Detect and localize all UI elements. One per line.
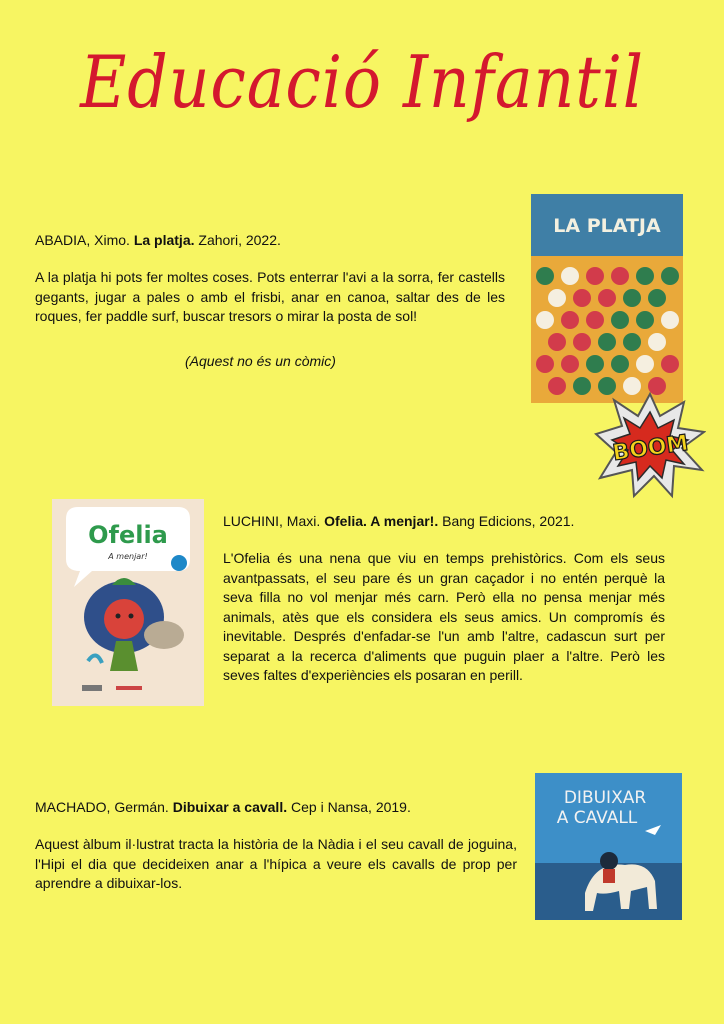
umbrella-decoration: [648, 289, 666, 307]
umbrella-decoration: [561, 355, 579, 373]
book-publisher: Cep i Nansa, 2019.: [291, 799, 411, 815]
cover-ofelia: [52, 499, 204, 706]
umbrella-decoration: [611, 355, 629, 373]
cover-dibuixar-art: [535, 773, 682, 920]
umbrella-decoration: [561, 311, 579, 329]
book-description: L'Ofelia és una nena que viu en temps prehistòrics. Com els seus avantpassats, el seu pare és un gran caçador i no entén perquè la seva filla no vol menjar més carn. Però ella no pensa menjar més animals, atès que els considera els seus amics. Un compromís és inevitable. Després d'enfadar-se l'un amb l'altre, cadascun surt per separat a la recerca d'aliments que puguin plaer a l'altre. Però les seves faltes d'experiències els posaran en perill.: [223, 550, 665, 683]
book-description: Aquest àlbum il·lustrat tracta la història de la Nàdia i el seu cavall de joguina, l'Hipi el dia que decideixen anar a l'hípica a veure els cavalls de prop per aprendre a dibuixar-los.: [35, 836, 517, 891]
book-entry-dibuixar-a-cavall: [35, 799, 517, 894]
boom-explosion-icon: [594, 392, 706, 500]
umbrella-decoration: [586, 355, 604, 373]
umbrella-decoration: [648, 333, 666, 351]
umbrella-decoration: [548, 377, 566, 395]
umbrella-decoration: [661, 267, 679, 285]
cover-title-line2: A CAVALL: [556, 808, 638, 828]
book-title: Dibuixar a cavall.: [172, 799, 288, 815]
umbrella-decoration: [586, 267, 604, 285]
umbrella-decoration: [573, 289, 591, 307]
book-publisher: Bang Edicions, 2021.: [442, 513, 575, 529]
umbrella-decoration: [536, 355, 554, 373]
book-author: MACHADO, Germán.: [35, 799, 169, 815]
umbrella-decoration: [623, 333, 641, 351]
umbrella-decoration: [573, 377, 591, 395]
cover-title-line1: DIBUIXAR: [563, 788, 647, 808]
book-publisher: Zahori, 2022.: [198, 232, 281, 248]
umbrella-decoration: [598, 333, 616, 351]
cover-ofelia-art: [52, 499, 204, 706]
cover-subtitle: A menjar!: [108, 552, 148, 561]
umbrella-decoration: [661, 355, 679, 373]
umbrella-decoration: [611, 311, 629, 329]
umbrella-decoration: [548, 333, 566, 351]
book-reference: [35, 232, 505, 248]
umbrella-decoration: [636, 355, 654, 373]
umbrella-decoration: [611, 267, 629, 285]
book-reference: [35, 799, 517, 815]
cover-title: Ofelia: [88, 521, 168, 549]
book-title: Ofelia. A menjar!.: [324, 513, 439, 529]
book-author: LUCHINI, Maxi.: [223, 513, 321, 529]
umbrella-decoration: [661, 311, 679, 329]
book-entry-ofelia: [223, 513, 665, 686]
umbrella-decoration: [623, 289, 641, 307]
cover-la-platja: [531, 194, 683, 403]
book-author: ABADIA, Ximo.: [35, 232, 130, 248]
book-note: (Aquest no és un còmic): [185, 352, 336, 369]
umbrella-decoration: [561, 267, 579, 285]
umbrella-decoration: [573, 333, 591, 351]
umbrella-decoration: [536, 267, 554, 285]
umbrella-decoration: [586, 311, 604, 329]
umbrella-decoration: [636, 311, 654, 329]
cover-dibuixar-a-cavall: [535, 773, 682, 920]
umbrella-decoration: [636, 267, 654, 285]
umbrella-decoration: [598, 289, 616, 307]
book-title: La platja.: [133, 232, 195, 248]
umbrella-decoration: [536, 311, 554, 329]
boom-text: BOOM: [611, 430, 690, 467]
book-description: A la platja hi pots fer moltes coses. Pots enterrar l'avi a la sorra, fer castells gegants, jugar a pales o amb el frisbi, anar en canoa, saltar des de les roques, fer paddle surf, buscar tresors o mirar la posta de sol!: [35, 269, 505, 324]
book-entry-la-platja: [35, 232, 505, 369]
cover-title: LA PLATJA: [553, 215, 661, 237]
umbrella-decoration: [548, 289, 566, 307]
cover-la-platja-art: [531, 194, 683, 403]
page-title: Educació Infantil: [80, 40, 644, 124]
book-reference: [223, 513, 665, 529]
